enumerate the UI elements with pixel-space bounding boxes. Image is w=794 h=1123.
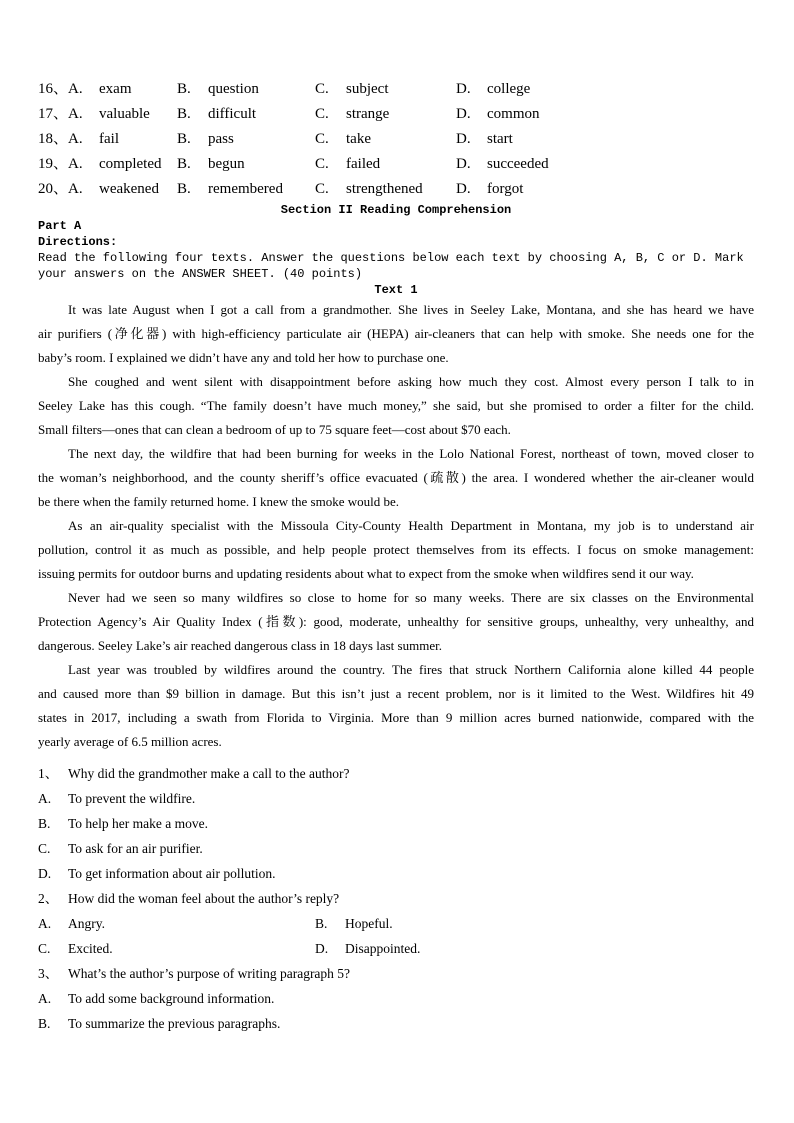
cloze-cell [68, 177, 177, 202]
cloze-cell [315, 102, 456, 127]
option-label: C. [315, 156, 329, 172]
option-text: difficult [208, 106, 257, 122]
cloze-cell [456, 127, 754, 152]
question-number: 2、 [38, 891, 59, 906]
question-2-options-row-1 [38, 911, 754, 936]
cloze-cell [315, 152, 456, 177]
question-text: How did the woman feel about the author’s reply? [68, 891, 340, 906]
question-number: 20、 [38, 181, 69, 197]
cloze-row-20 [38, 177, 754, 202]
section-title: Section II Reading Comprehension [280, 203, 512, 217]
option-text: To help her make a move. [68, 816, 209, 831]
cloze-cell [177, 77, 315, 102]
question-number: 1、 [38, 766, 59, 781]
paragraph-line: It was late August when I got a call from a grandmother. She lives in Seeley Lake, Montana, and she has heard we have [68, 302, 754, 317]
part-label: Part A [38, 219, 82, 233]
question-2-option-b [315, 911, 754, 936]
question-text: What’s the author’s purpose of writing paragraph 5? [68, 966, 351, 981]
option-text: Hopeful. [345, 916, 393, 931]
option-text: succeeded [487, 156, 549, 172]
option-label: A. [38, 916, 52, 931]
paragraph-line: be there when the family returned home. I knew the smoke would be. [38, 494, 399, 509]
option-label: D. [315, 941, 329, 956]
question-1 [38, 761, 754, 786]
option-label: C. [38, 941, 51, 956]
option-label: A. [38, 991, 52, 1006]
question-text: Why did the grandmother make a call to the author? [68, 766, 350, 781]
option-text: To get information about air pollution. [68, 866, 276, 881]
option-label: A. [68, 156, 83, 172]
option-text: begun [208, 156, 245, 172]
question-1-option-d [38, 861, 754, 886]
cloze-cell [315, 77, 456, 102]
option-label: B. [38, 1016, 51, 1031]
question-3-option-b [38, 1011, 754, 1036]
cloze-cell [177, 152, 315, 177]
cloze-row-17 [38, 102, 754, 127]
cloze-cell [456, 102, 754, 127]
paragraph-line: baby’s room. I explained we didn’t have any and told her how to purchase one. [38, 350, 449, 365]
paragraph-line: and caused more than $9 billion in damage. But this isn’t just a recent problem, nor is it limited to the West. Wildfires hit 49 [38, 686, 754, 701]
cloze-cell [68, 152, 177, 177]
option-label: A. [38, 791, 52, 806]
question-1-option-b [38, 811, 754, 836]
option-label: C. [315, 106, 329, 122]
option-label: A. [68, 181, 83, 197]
option-label: C. [38, 841, 51, 856]
cloze-cell [177, 102, 315, 127]
question-2 [38, 886, 754, 911]
option-label: D. [456, 106, 471, 122]
paragraph-line: Last year was troubled by wildfires around the country. The fires that struck Northern California alone killed 44 people [68, 662, 754, 677]
option-text: failed [346, 156, 381, 172]
cloze-row-16 [38, 77, 754, 102]
option-label: A. [68, 106, 83, 122]
option-label: B. [177, 131, 191, 147]
option-text: To ask for an air purifier. [68, 841, 203, 856]
cloze-cell [177, 177, 315, 202]
option-label: B. [177, 181, 191, 197]
paragraph-line: dangerous. Seeley Lake’s air reached dangerous class in 18 days last summer. [38, 638, 442, 653]
option-text: pass [208, 131, 234, 147]
option-label: D. [456, 131, 471, 147]
cloze-cell [456, 152, 754, 177]
option-label: C. [315, 81, 329, 97]
option-text: Angry. [68, 916, 105, 931]
question-number: 16、 [38, 81, 69, 97]
cloze-cell [315, 127, 456, 152]
option-label: B. [177, 106, 191, 122]
option-label: B. [38, 816, 51, 831]
option-label: C. [315, 181, 329, 197]
option-text: exam [99, 81, 132, 97]
option-text: fail [99, 131, 119, 147]
paragraph-line: issuing permits for outdoor burns and updating residents about what to expect from the smoke when wildfires send it our way. [38, 566, 694, 581]
questions-section [38, 761, 754, 1036]
cloze-cell [68, 127, 177, 152]
option-label: D. [456, 156, 471, 172]
question-number: 19、 [38, 156, 69, 172]
option-text: forgot [487, 181, 524, 197]
option-text: question [208, 81, 259, 97]
option-label: B. [177, 81, 191, 97]
option-text: subject [346, 81, 389, 97]
question-number: 17、 [38, 106, 69, 122]
option-text: Disappointed. [345, 941, 421, 956]
option-label: B. [177, 156, 191, 172]
question-number: 18、 [38, 131, 69, 147]
question-2-options-row-2 [38, 936, 754, 961]
option-label: C. [315, 131, 329, 147]
option-text: completed [99, 156, 162, 172]
cloze-row-18 [38, 127, 754, 152]
cloze-options-table [38, 77, 754, 202]
cloze-cell [68, 102, 177, 127]
paragraph-line: states in 2017, including a swath from Florida to Virginia. More than 9 million acres burned nationwide, compared with the [38, 710, 754, 725]
option-text: strange [346, 106, 390, 122]
question-2-option-c [38, 936, 315, 961]
question-3-option-a [38, 986, 754, 1011]
option-text: Excited. [68, 941, 113, 956]
option-label: A. [68, 131, 83, 147]
option-text: To add some background information. [68, 991, 275, 1006]
question-2-option-d [315, 936, 754, 961]
cloze-cell [315, 177, 456, 202]
option-text: common [487, 106, 540, 122]
text1-passage [38, 298, 754, 754]
paragraph-line: Protection Agency’s Air Quality Index (指数): good, moderate, unhealthy for sensitive groups, unhealthy, very unhealthy, and [38, 614, 754, 629]
directions-text: Read the following four texts. Answer the questions below each text by choosing A, B, C or D. Mark your answers on the ANSWER SHEET. (40 points) [38, 251, 744, 281]
cloze-cell [456, 77, 754, 102]
option-label: A. [68, 81, 83, 97]
question-number: 3、 [38, 966, 59, 981]
option-text: weakened [99, 181, 159, 197]
paragraph-line: She coughed and went silent with disappointment before asking how much they cost. Almost every person I talk to in [68, 374, 754, 389]
cloze-cell [68, 77, 177, 102]
paragraph-line: the woman’s neighborhood, and the county sheriff’s office evacuated (疏散) the area. I wondered whether the air-cleaner would [38, 470, 754, 485]
option-label: D. [38, 866, 52, 881]
cloze-cell [456, 177, 754, 202]
paragraph-line: air purifiers (净化器) with high-efficiency particulate air (HEPA) air-cleaners that can help with smoke. She needs one for the [38, 326, 754, 341]
paragraph-line: Seeley Lake has this cough. “The family doesn’t have much money,” she said, but she promised to order a filter for the child. [38, 398, 754, 413]
option-text: take [346, 131, 371, 147]
directions-label: Directions: [38, 235, 118, 249]
text-title: Text 1 [374, 283, 418, 297]
paragraph-line: pollution, control it as much as possible, and help people protect themselves from its effects. I focus on smoke management: [38, 542, 754, 557]
option-label: B. [315, 916, 328, 931]
option-label: D. [456, 181, 471, 197]
question-1-option-c [38, 836, 754, 861]
paragraph-line: yearly average of 6.5 million acres. [38, 734, 222, 749]
question-2-option-a [38, 911, 315, 936]
option-text: college [487, 81, 531, 97]
option-text: strengthened [346, 181, 423, 197]
paragraph-line: The next day, the wildfire that had been burning for weeks in the Lolo National Forest, northeast of town, moved closer to [68, 446, 754, 461]
option-label: D. [456, 81, 471, 97]
paragraph-line: As an air-quality specialist with the Missoula City-County Health Department in Montana, my job is to understand air [68, 518, 754, 533]
option-text: To prevent the wildfire. [68, 791, 196, 806]
cloze-cell [177, 127, 315, 152]
question-1-option-a [38, 786, 754, 811]
option-text: valuable [99, 106, 150, 122]
option-text: To summarize the previous paragraphs. [68, 1016, 281, 1031]
paragraph-line: Small filters—ones that can clean a bedroom of up to 75 square feet—cost about $70 each. [38, 422, 511, 437]
paragraph-line: Never had we seen so many wildfires so close to home for so many weeks. There are six classes on the Environmental [68, 590, 754, 605]
option-text: remembered [208, 181, 283, 197]
question-3 [38, 961, 754, 986]
cloze-row-19 [38, 152, 754, 177]
option-text: start [487, 131, 513, 147]
